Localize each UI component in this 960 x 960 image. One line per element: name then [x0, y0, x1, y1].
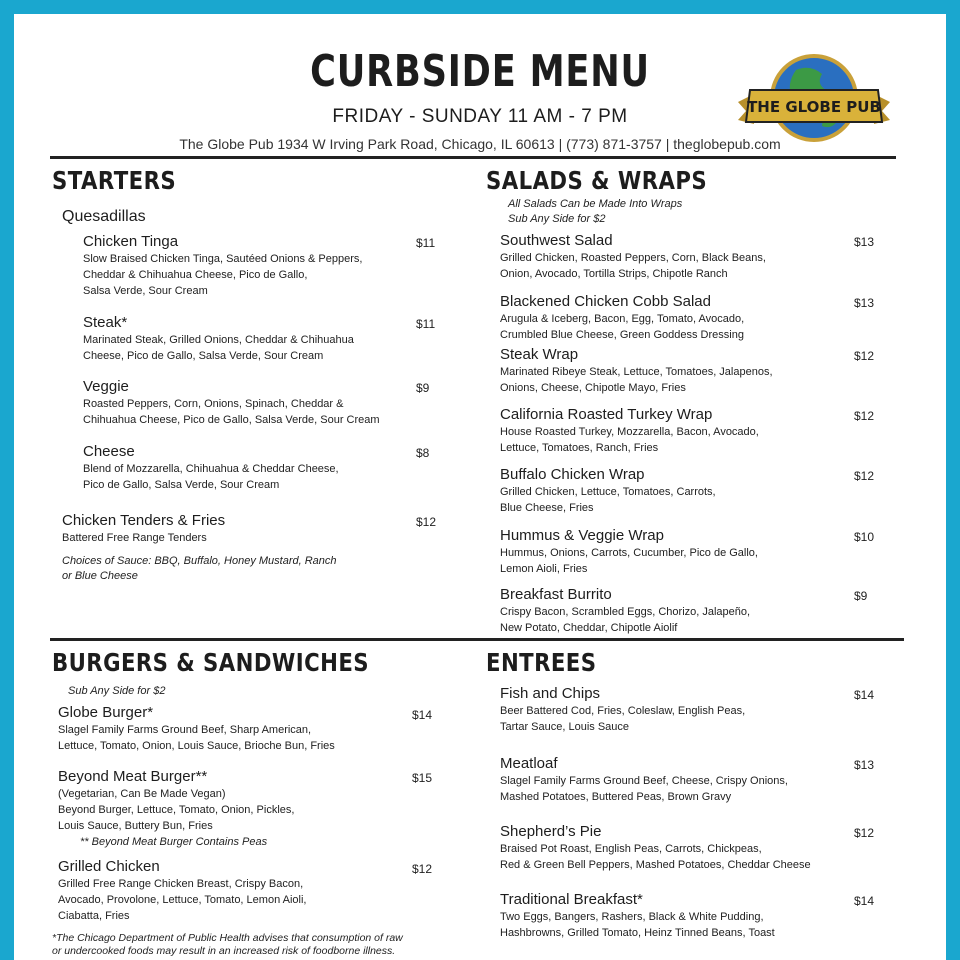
item-name: Blackened Chicken Cobb Salad [500, 293, 711, 310]
menu-item [58, 858, 438, 924]
item-name: Traditional Breakfast* [500, 891, 643, 908]
salads-wraps-heading: SALADS & WRAPS [486, 166, 708, 195]
item-desc: Grilled Free Range Chicken Breast, Crispy Bacon, [58, 878, 304, 890]
item-desc: Grilled Chicken, Roasted Peppers, Corn, Black Beans, [500, 252, 766, 264]
item-desc: Salsa Verde, Sour Cream [83, 285, 208, 297]
menu-item [500, 891, 850, 941]
item-desc: Braised Pot Roast, English Peas, Carrots, Chickpeas, [500, 843, 762, 855]
item-desc: Arugula & Iceberg, Bacon, Egg, Tomato, Avocado, [500, 313, 745, 325]
globe-pub-logo [736, 50, 892, 150]
item-price: $12 [854, 469, 875, 483]
item-name: Fish and Chips [500, 685, 601, 702]
item-price: $12 [854, 349, 875, 363]
menu-item [500, 755, 850, 805]
item-desc: Crumbled Blue Cheese, Green Goddess Dressing [500, 329, 744, 341]
item-desc: New Potato, Cheddar, Chipotle Aiolif [500, 622, 678, 634]
item-desc: Blend of Mozzarella, Chihuahua & Cheddar Cheese, [83, 463, 339, 475]
salads-notes [508, 197, 682, 227]
item-desc: Cheddar & Chihuahua Cheese, Pico de Gallo, [83, 269, 308, 281]
menu-item [500, 346, 840, 396]
item-name: Chicken Tenders & Fries [62, 512, 226, 529]
item-extra: (Vegetarian, Can Be Made Vegan) [58, 788, 226, 800]
item-name: Southwest Salad [500, 232, 613, 249]
item-name: Cheese [83, 443, 135, 460]
address-line: The Globe Pub 1934 W Irving Park Road, Chicago, IL 60613 | (773) 871-3757 | theglobepub.com [179, 136, 781, 152]
item-desc: Lettuce, Tomato, Onion, Louis Sauce, Brioche Bun, Fries [58, 740, 335, 752]
item-price: $14 [412, 708, 433, 722]
item-name: Steak Wrap [500, 346, 579, 363]
item-price: $14 [854, 688, 875, 702]
menu-item [500, 586, 840, 636]
item-desc: Two Eggs, Bangers, Rashers, Black & White Pudding, [500, 911, 764, 923]
item-name: California Roasted Turkey Wrap [500, 406, 713, 423]
item-desc: Marinated Steak, Grilled Onions, Cheddar & Chihuahua [83, 334, 354, 346]
item-desc: Lemon Aioli, Fries [500, 563, 588, 575]
item-desc: Blue Cheese, Fries [500, 502, 594, 514]
item-name: Veggie [83, 378, 129, 395]
footnote-line: *The Chicago Department of Public Health advises that consumption of raw [52, 932, 403, 944]
item-price: $10 [854, 530, 875, 544]
item-price: $13 [854, 235, 875, 249]
hours-line: FRIDAY - SUNDAY 11 AM - 7 PM [332, 106, 628, 127]
item-desc: House Roasted Turkey, Mozzarella, Bacon, Avocado, [500, 426, 759, 438]
header-rule [50, 156, 896, 159]
menu-item [500, 466, 840, 516]
item-desc: Battered Free Range Tenders [62, 532, 207, 544]
item-desc: Louis Sauce, Buttery Bun, Fries [58, 820, 213, 832]
menu-item [58, 768, 438, 850]
menu-item [83, 314, 443, 364]
menu-item [500, 685, 850, 735]
item-name: Chicken Tinga [83, 233, 179, 250]
item-price: $8 [416, 446, 430, 460]
item-name: Buffalo Chicken Wrap [500, 466, 645, 483]
item-price: $15 [412, 771, 433, 785]
menu-item [500, 406, 840, 456]
item-desc: Slow Braised Chicken Tinga, Sautéed Onions & Peppers, [83, 253, 363, 265]
item-desc: Hashbrowns, Grilled Tomato, Heinz Tinned Beans, Toast [500, 927, 775, 939]
item-name: Globe Burger* [58, 704, 154, 721]
item-desc: Chihuahua Cheese, Pico de Gallo, Salsa Verde, Sour Cream [83, 414, 380, 426]
item-price: $11 [416, 317, 436, 331]
item-name: Hummus & Veggie Wrap [500, 527, 664, 544]
item-desc: Slagel Family Farms Ground Beef, Sharp American, [58, 724, 312, 736]
item-price: $11 [416, 236, 436, 250]
item-desc: Tartar Sauce, Louis Sauce [500, 721, 630, 733]
menu-item [500, 527, 840, 577]
logo-text: THE GLOBE PUB [747, 98, 881, 116]
burgers-heading: BURGERS & SANDWICHES [52, 648, 369, 677]
item-name: Breakfast Burrito [500, 586, 612, 603]
item-desc: Ciabatta, Fries [58, 910, 130, 922]
item-desc: Cheese, Pico de Gallo, Salsa Verde, Sour Cream [83, 350, 324, 362]
menu-item [500, 232, 840, 282]
menu-item [500, 823, 850, 873]
item-name: Steak* [83, 314, 128, 331]
quesadillas-label: Quesadillas [62, 208, 146, 225]
menu-item [83, 233, 443, 299]
menu-page [14, 14, 946, 960]
item-price: $13 [854, 296, 875, 310]
item-price: $12 [854, 409, 875, 423]
section-rule [50, 638, 904, 641]
item-desc: Grilled Chicken, Lettuce, Tomatoes, Carrots, [500, 486, 716, 498]
menu-item [500, 293, 840, 343]
item-desc: Lettuce, Tomatoes, Ranch, Fries [500, 442, 659, 454]
item-name: Grilled Chicken [58, 858, 160, 875]
item-name: Beyond Meat Burger** [58, 768, 208, 785]
item-desc: Hummus, Onions, Carrots, Cucumber, Pico de Gallo, [500, 547, 758, 559]
item-desc: Roasted Peppers, Corn, Onions, Spinach, Cheddar & [83, 398, 344, 410]
salads-note-line: Sub Any Side for $2 [508, 213, 606, 225]
item-price: $14 [854, 894, 875, 908]
menu-item [58, 704, 438, 754]
item-price: $12 [412, 862, 433, 876]
menu-item [62, 512, 442, 546]
item-desc: Marinated Ribeye Steak, Lettuce, Tomatoes, Jalapenos, [500, 366, 773, 378]
item-desc: Red & Green Bell Peppers, Mashed Potatoes, Cheddar Cheese [500, 859, 811, 871]
item-desc: Beyond Burger, Lettuce, Tomato, Onion, Pickles, [58, 804, 295, 816]
item-price: $9 [854, 589, 868, 603]
sauce-note [62, 554, 422, 584]
entrees-heading: ENTREES [486, 648, 597, 677]
item-price: $9 [416, 381, 430, 395]
sauce-note-line: or Blue Cheese [62, 570, 138, 582]
item-price: $12 [416, 515, 437, 529]
salads-note-line: All Salads Can be Made Into Wraps [508, 198, 683, 210]
item-desc: Onions, Cheese, Chipotle Mayo, Fries [500, 382, 686, 394]
item-desc: Slagel Family Farms Ground Beef, Cheese, Crispy Onions, [500, 775, 788, 787]
menu-item [83, 378, 443, 428]
item-desc: Crispy Bacon, Scrambled Eggs, Chorizo, Jalapeño, [500, 606, 751, 618]
menu-item [83, 443, 443, 493]
item-desc: Avocado, Provolone, Lettuce, Tomato, Lemon Aioli, [58, 894, 307, 906]
item-desc: Beer Battered Cod, Fries, Coleslaw, English Peas, [500, 705, 746, 717]
footnote-line: or undercooked foods may result in an increased risk of foodborne illness. [52, 945, 396, 957]
sauce-note-line: Choices of Sauce: BBQ, Buffalo, Honey Mustard, Ranch [62, 555, 337, 567]
item-price: $13 [854, 758, 875, 772]
health-footnote [52, 932, 472, 958]
item-name: Shepherd’s Pie [500, 823, 602, 840]
menu-title: CURBSIDE MENU [310, 46, 650, 97]
item-desc: Onion, Avocado, Tortilla Strips, Chipotle Ranch [500, 268, 728, 280]
burgers-note: Sub Any Side for $2 [68, 685, 166, 697]
item-note: ** Beyond Meat Burger Contains Peas [80, 836, 268, 848]
item-name: Meatloaf [500, 755, 558, 772]
starters-heading: STARTERS [52, 166, 177, 195]
item-desc: Mashed Potatoes, Buttered Peas, Brown Gravy [500, 791, 732, 803]
item-price: $12 [854, 826, 875, 840]
item-desc: Pico de Gallo, Salsa Verde, Sour Cream [83, 479, 280, 491]
